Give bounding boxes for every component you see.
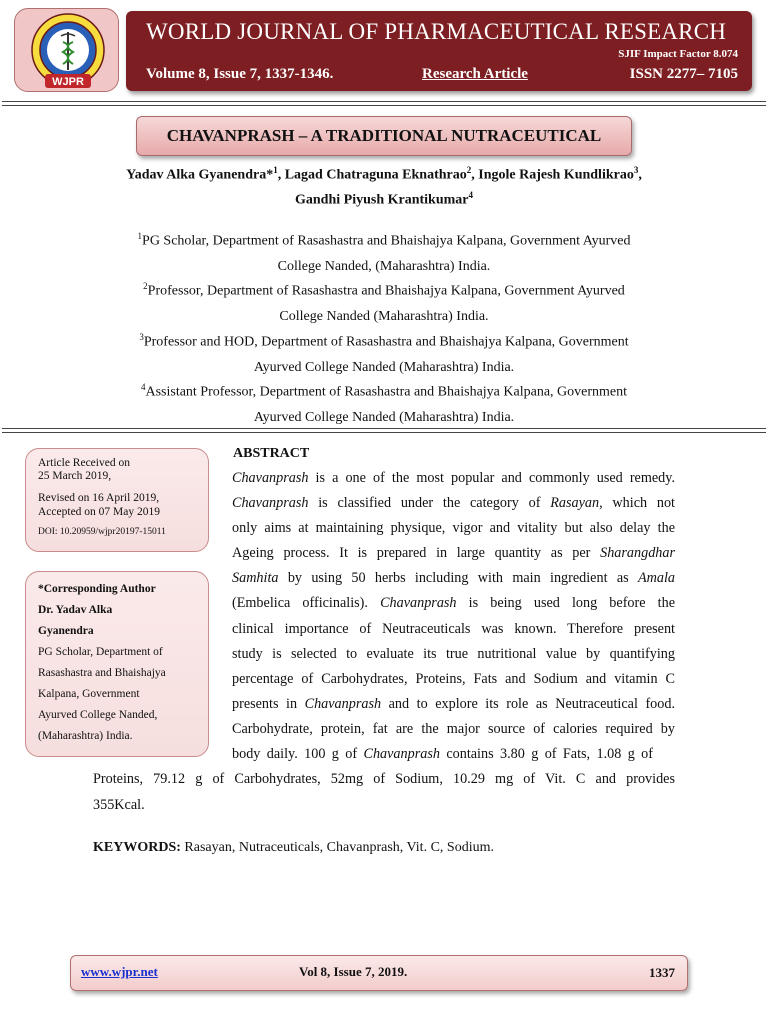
- header-rule-1: [2, 101, 766, 102]
- abstract-line: (Embelica officinalis). Chavanprash is being used long before the: [232, 595, 675, 611]
- abstract-line: Chavanprash is a one of the most popular and commonly used remedy.: [232, 470, 675, 486]
- impact-factor: SJIF Impact Factor 8.074: [618, 48, 738, 60]
- abstract-line: Chavanprash is classified under the category of Rasayan, which not: [232, 495, 675, 511]
- keywords: [93, 840, 494, 856]
- received-label: Article Received on: [38, 457, 130, 469]
- abstract-line: presents in Chavanprash and to explore its role as Neutraceutical food.: [232, 696, 675, 712]
- corresponding-address: PG Scholar, Department of: [38, 646, 163, 658]
- abstract-line: study is selected to evaluate its true nutritional value by quantifying: [232, 646, 675, 662]
- journal-header: [14, 8, 754, 92]
- issn: ISSN 2277– 7105: [629, 66, 738, 82]
- corresponding-name: Dr. Yadav Alka: [38, 604, 113, 616]
- author-line-2: [60, 190, 708, 209]
- author-sup: 3: [633, 165, 639, 175]
- received-date: 25 March 2019,: [38, 470, 112, 482]
- logo-panel: [14, 8, 119, 92]
- volume-info: Volume 8, Issue 7, 1337-1346.: [146, 66, 334, 82]
- logo-text: WJPR: [52, 76, 84, 88]
- header-rule-2: [2, 105, 766, 106]
- journal-title: WORLD JOURNAL OF PHARMACEUTICAL RESEARCH: [146, 19, 727, 44]
- affiliation-4: $^4$Assistant Professor, Department of Rasashastra and Bhaishajya Kalpana, Government Ayurved College Nanded (Maharashtra) India.: [140, 382, 628, 425]
- abstract-line: Samhita by using 50 herbs including with main ingredient as Amala: [232, 570, 675, 586]
- abstract-line: clinical importance of Neutraceuticals was known. Therefore present: [232, 621, 675, 637]
- author-name: Yadav Alka Gyanendra*: [126, 167, 274, 183]
- abstract-line: percentage of Carbohydrates, Proteins, Fats and Sodium and vitamin C: [232, 671, 675, 687]
- author-sup: 4: [468, 190, 473, 200]
- corresponding-address: Rasashastra and Bhaishajya: [38, 667, 166, 679]
- article-info-box: [25, 448, 209, 552]
- journal-url-link[interactable]: www.wjpr.net: [81, 964, 158, 979]
- corresponding-label: *Corresponding Author: [38, 583, 156, 595]
- article-type: Research Article: [422, 66, 528, 82]
- page-footer: [70, 955, 688, 991]
- accepted-date: Accepted on 07 May 2019: [38, 506, 160, 518]
- affiliation-3: $^3$Professor and HOD, Department of Rasashastra and Bhaishajya Kalpana, Government Ayurved College Nanded (Maharashtra) India.: [139, 332, 629, 375]
- author-sup: 1: [273, 165, 278, 175]
- author-name: Gandhi Piyush Krantikumar: [295, 192, 469, 208]
- section-rule-2: [2, 432, 766, 433]
- page-number: 1337: [649, 965, 675, 980]
- corresponding-address: (Maharashtra) India.: [38, 730, 133, 742]
- abstract-line: body daily. 100 g of Chavanprash contains 3.80 g of Fats, 1.08 g of: [232, 746, 653, 762]
- abstract-line: Carbohydrate, protein, fat are the major source of calories required by: [232, 721, 675, 737]
- abstract-line: Proteins, 79.12 g of Carbohydrates, 52mg of Sodium, 10.29 mg of Vit. C and provides: [93, 771, 675, 787]
- revised-date: Revised on 16 April 2019,: [38, 492, 160, 504]
- affiliation-1: $^1$PG Scholar, Department of Rasashastra and Bhaishajya Kalpana, Government Ayurved College Nanded, (Maharashtra) India.: [137, 231, 631, 274]
- author-name: Lagad Chatraguna Eknathrao: [284, 167, 467, 183]
- doi: DOI: 10.20959/wjpr20197-15011: [38, 527, 166, 537]
- abstract-line: 355Kcal.: [93, 797, 145, 813]
- corresponding-author-box: [25, 571, 209, 757]
- keywords-label: KEYWORDS:: [93, 840, 181, 855]
- section-rule-1: [2, 428, 766, 429]
- author-name: Ingole Rajesh Kundlikrao: [478, 167, 634, 183]
- keywords-text: Rasayan, Nutraceuticals, Chavanprash, Vit. C, Sodium.: [180, 840, 494, 855]
- author-line-1: Yadav Alka Gyanendra*$^1$, Lagad Chatraguna Eknathrao$^2$, Ingole Rajesh Kundlikrao$^3$,: [126, 165, 642, 183]
- affiliation-2: $^2$Professor, Department of Rasashastra and Bhaishajya Kalpana, Government Ayurved College Nanded (Maharashtra) India.: [143, 281, 625, 324]
- journal-banner: [126, 11, 752, 91]
- journal-logo: [23, 12, 113, 90]
- title-box: [136, 116, 632, 156]
- article-title: CHAVANPRASH – A TRADITIONAL NUTRACEUTICAL: [166, 126, 602, 145]
- corresponding-name: Gyanendra: [38, 625, 94, 637]
- author-sup: 2: [466, 165, 472, 175]
- corresponding-address: Ayurved College Nanded,: [38, 709, 158, 721]
- corresponding-address: Kalpana, Government: [38, 688, 140, 700]
- abstract-heading: ABSTRACT: [233, 446, 310, 461]
- footer-issue: Vol 8, Issue 7, 2019.: [299, 964, 408, 979]
- abstract-line: Ageing process. It is prepared in large quantity as per Sharangdhar: [232, 545, 675, 561]
- abstract-line: only aims at maintaining physique, vigor and vitality but also delay the: [232, 520, 675, 536]
